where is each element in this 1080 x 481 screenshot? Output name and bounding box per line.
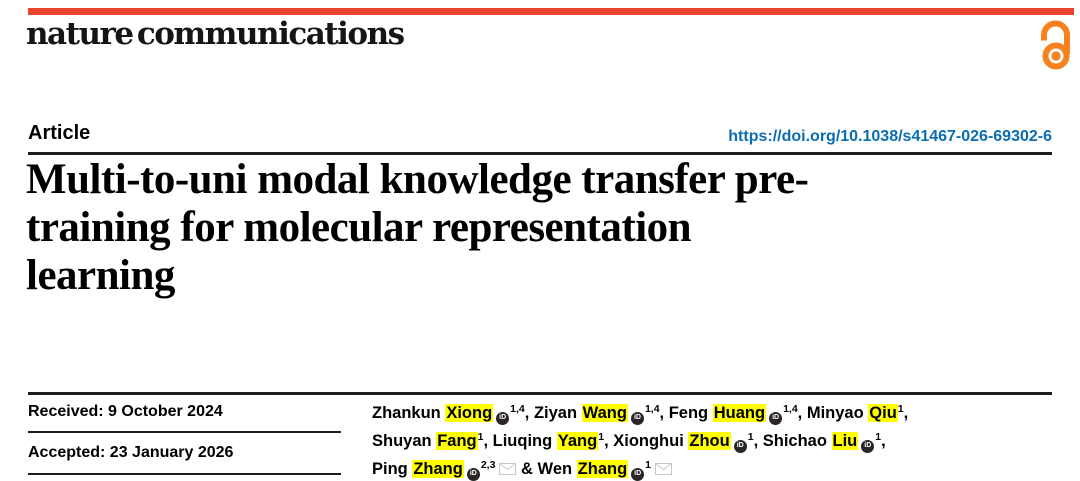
email-icon[interactable]: [655, 460, 672, 478]
affiliation-superscript: 1,4: [510, 403, 525, 415]
author-separator: ,: [753, 432, 763, 450]
author-surname-highlighted: Liu: [832, 432, 858, 450]
affiliation-superscript: 1: [747, 431, 754, 443]
orcid-icon[interactable]: iD: [861, 440, 874, 453]
orcid-icon[interactable]: iD: [467, 468, 480, 481]
author-given-name: Ping: [372, 460, 413, 478]
article-title: [26, 156, 1046, 300]
article-title-line: training for molecular representation: [26, 204, 692, 251]
author-list: [372, 400, 1062, 481]
author-separator: ,: [881, 432, 886, 450]
author-given-name: Feng: [668, 404, 713, 422]
author-surname-highlighted: Wang: [582, 404, 627, 422]
rule-under-kicker: [28, 152, 1052, 155]
affiliation-superscript: 1: [477, 431, 484, 443]
author-line: [372, 428, 1062, 456]
doi-link[interactable]: https://doi.org/10.1038/s41467-026-69302-6: [728, 128, 1052, 145]
affiliation-superscript: 2,3: [480, 459, 496, 471]
masthead-red-bar: [28, 8, 1074, 15]
affiliation-superscript: 1: [875, 431, 882, 443]
author-separator: &: [516, 460, 538, 478]
author-given-name: Ziyan: [533, 404, 582, 422]
author-surname-highlighted: Huang: [713, 404, 766, 422]
author-surname-highlighted: Zhang: [413, 460, 463, 478]
affiliation-superscript: 1: [598, 431, 605, 443]
author-surname-highlighted: Yang: [557, 432, 598, 450]
rule-under-accepted: [28, 473, 341, 475]
author-surname-highlighted: Fang: [437, 432, 477, 450]
article-kicker: Article: [28, 122, 91, 144]
author-given-name: Wen: [537, 460, 577, 478]
author-line: [372, 400, 1062, 428]
author-separator: ,: [483, 432, 493, 450]
orcid-icon[interactable]: iD: [631, 468, 644, 481]
orcid-icon[interactable]: iD: [769, 412, 782, 425]
orcid-icon[interactable]: iD: [734, 440, 747, 453]
author-given-name: Xionghui: [613, 432, 689, 450]
affiliation-superscript: 1,4: [783, 403, 798, 415]
author-surname-highlighted: Xiong: [446, 404, 493, 422]
author-surname-highlighted: Zhang: [577, 460, 628, 478]
rule-under-received: [28, 431, 341, 433]
author-separator: ,: [797, 404, 807, 422]
accepted-date: Accepted: 23 January 2026: [28, 444, 234, 461]
rule-above-info: [28, 392, 1052, 395]
affiliation-superscript: 1: [645, 459, 652, 471]
orcid-icon[interactable]: iD: [631, 412, 644, 425]
article-title-line: Multi-to-uni modal knowledge transfer pre-: [26, 156, 809, 203]
author-surname-highlighted: Zhou: [689, 432, 730, 450]
affiliation-superscript: 1,4: [644, 403, 660, 415]
author-separator: ,: [659, 404, 669, 422]
author-given-name: Minyao: [806, 404, 869, 422]
orcid-icon[interactable]: iD: [496, 412, 509, 425]
received-date: Received: 9 October 2024: [28, 403, 223, 420]
author-separator: ,: [604, 432, 614, 450]
author-separator: ,: [524, 404, 534, 422]
author-given-name: Shuyan: [372, 432, 437, 450]
author-given-name: Shichao: [762, 432, 832, 450]
article-title-line: learning: [26, 252, 175, 299]
journal-logo: nature communications: [26, 16, 404, 52]
affiliation-superscript: 1: [897, 403, 904, 415]
author-surname-highlighted: Qiu: [869, 404, 897, 422]
author-line: [372, 456, 1062, 481]
author-separator: ,: [903, 404, 909, 422]
author-given-name: Zhankun: [372, 404, 446, 422]
email-icon[interactable]: [499, 460, 516, 478]
open-access-icon: [1038, 20, 1074, 70]
author-given-name: Liuqing: [492, 432, 557, 450]
